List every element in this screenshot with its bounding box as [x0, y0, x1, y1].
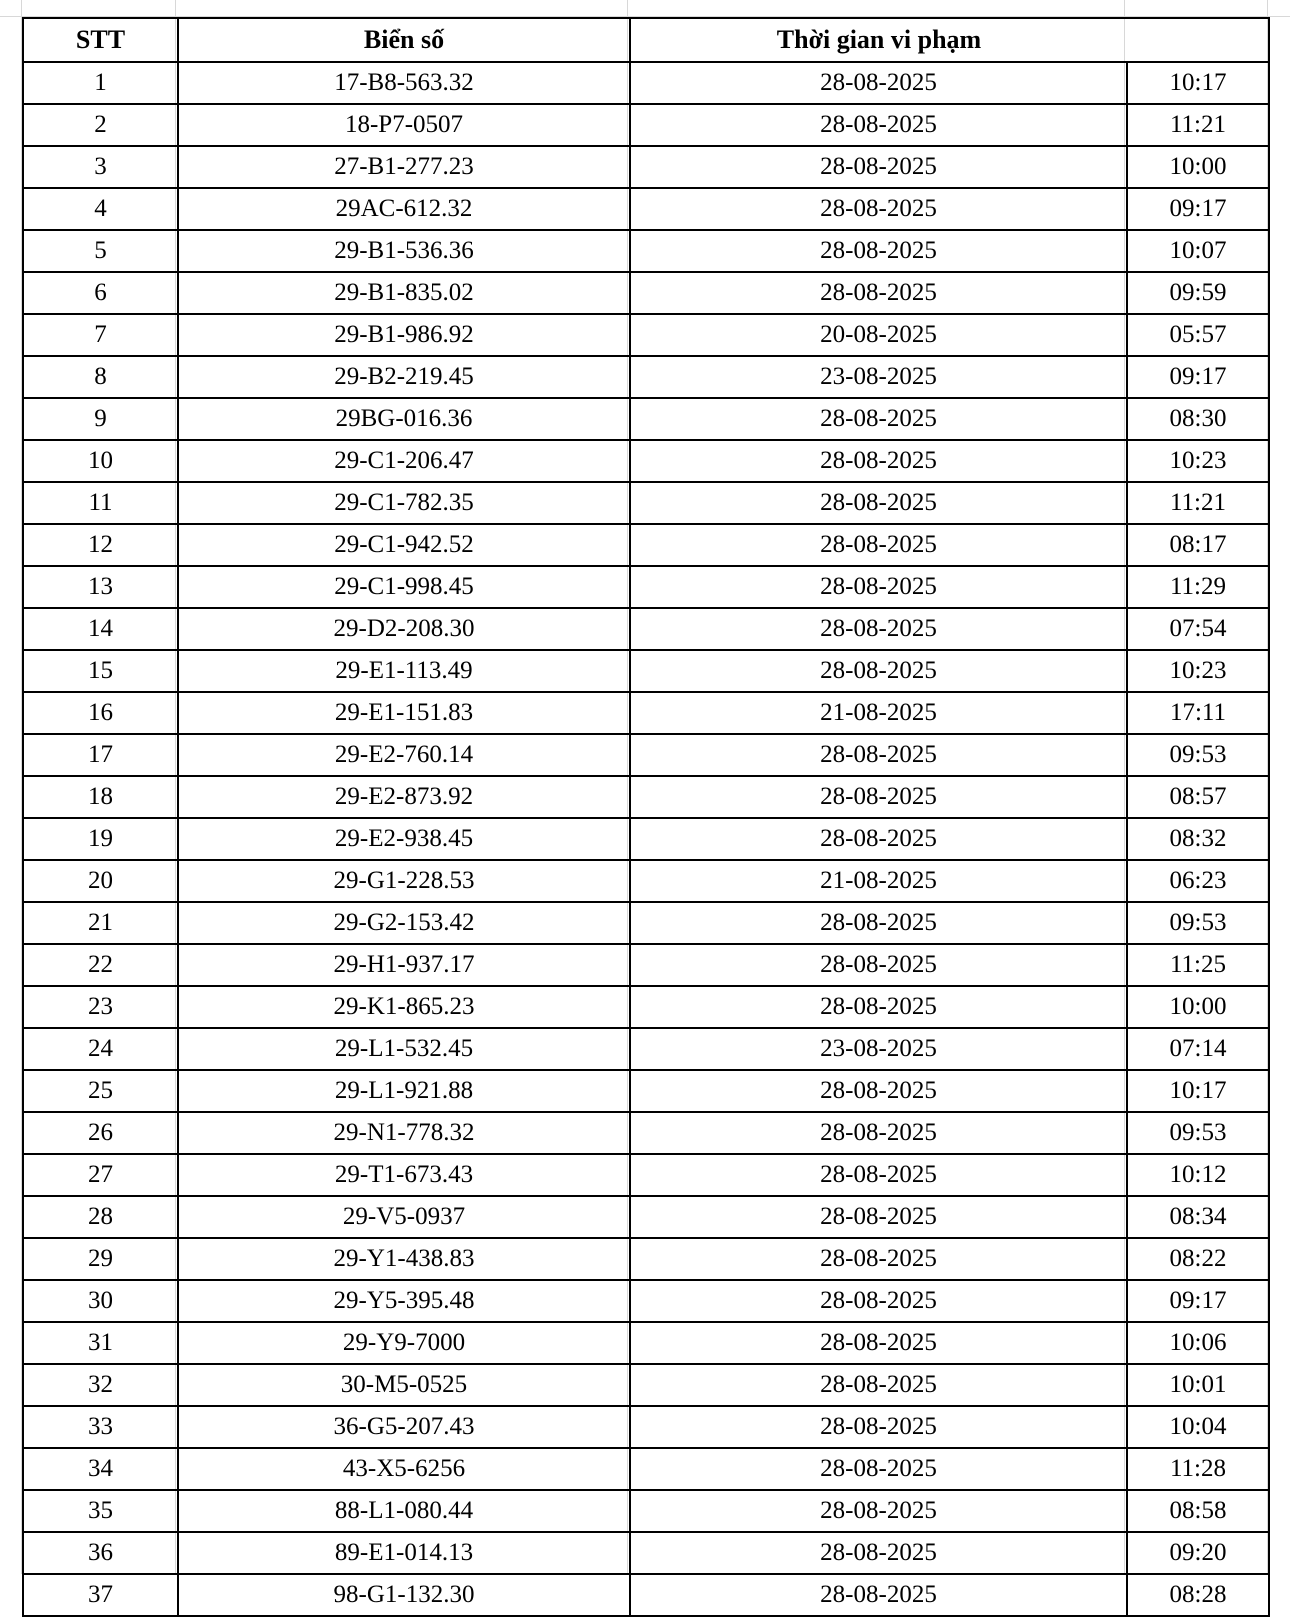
- cell-license-plate: 29-Y5-395.48: [178, 1280, 630, 1322]
- table-row: [23, 440, 1269, 482]
- cell-violation-time: 09:53: [1127, 1112, 1269, 1154]
- cell-license-plate: 29-E2-873.92: [178, 776, 630, 818]
- cell-violation-date: 28-08-2025: [630, 608, 1127, 650]
- cell-violation-date: 28-08-2025: [630, 1574, 1127, 1616]
- cell-violation-date: 28-08-2025: [630, 272, 1127, 314]
- cell-index: 14: [23, 608, 178, 650]
- table-row: [23, 608, 1269, 650]
- cell-index: 20: [23, 860, 178, 902]
- cell-license-plate: 29-Y9-7000: [178, 1322, 630, 1364]
- cell-license-plate: 29-B2-219.45: [178, 356, 630, 398]
- cell-violation-date: 28-08-2025: [630, 188, 1127, 230]
- cell-license-plate: 29-B1-835.02: [178, 272, 630, 314]
- cell-violation-time: 08:58: [1127, 1490, 1269, 1532]
- cell-violation-date: 28-08-2025: [630, 62, 1127, 104]
- cell-index: 11: [23, 482, 178, 524]
- cell-license-plate: 29-G1-228.53: [178, 860, 630, 902]
- table-header-row: [23, 18, 1269, 62]
- table-row: [23, 1154, 1269, 1196]
- cell-index: 34: [23, 1448, 178, 1490]
- cell-index: 18: [23, 776, 178, 818]
- cell-license-plate: 29-K1-865.23: [178, 986, 630, 1028]
- cell-violation-date: 28-08-2025: [630, 944, 1127, 986]
- cell-license-plate: 29-E1-151.83: [178, 692, 630, 734]
- cell-index: 16: [23, 692, 178, 734]
- column-header-violation-time-hour: [1127, 18, 1269, 62]
- cell-violation-time: 11:21: [1127, 104, 1269, 146]
- cell-license-plate: 29-G2-153.42: [178, 902, 630, 944]
- table-row: [23, 1028, 1269, 1070]
- table-row: [23, 1364, 1269, 1406]
- table-row: [23, 1280, 1269, 1322]
- table-row: [23, 188, 1269, 230]
- cell-violation-time: 05:57: [1127, 314, 1269, 356]
- cell-index: 37: [23, 1574, 178, 1616]
- cell-violation-date: 28-08-2025: [630, 1154, 1127, 1196]
- cell-index: 3: [23, 146, 178, 188]
- cell-violation-date: 28-08-2025: [630, 818, 1127, 860]
- cell-violation-time: 10:17: [1127, 1070, 1269, 1112]
- cell-violation-time: 07:14: [1127, 1028, 1269, 1070]
- cell-index: 8: [23, 356, 178, 398]
- cell-index: 13: [23, 566, 178, 608]
- table-row: [23, 314, 1269, 356]
- cell-violation-date: 28-08-2025: [630, 524, 1127, 566]
- cell-index: 36: [23, 1532, 178, 1574]
- cell-license-plate: 30-M5-0525: [178, 1364, 630, 1406]
- table-row: [23, 1532, 1269, 1574]
- table-row: [23, 986, 1269, 1028]
- cell-violation-time: 09:59: [1127, 272, 1269, 314]
- cell-violation-date: 23-08-2025: [630, 356, 1127, 398]
- table-row: [23, 1112, 1269, 1154]
- cell-license-plate: 29-T1-673.43: [178, 1154, 630, 1196]
- cell-violation-time: 08:34: [1127, 1196, 1269, 1238]
- cell-index: 29: [23, 1238, 178, 1280]
- cell-violation-date: 28-08-2025: [630, 482, 1127, 524]
- table-row: [23, 1448, 1269, 1490]
- table-row: [23, 398, 1269, 440]
- cell-license-plate: 29-E1-113.49: [178, 650, 630, 692]
- table-row: [23, 146, 1269, 188]
- cell-index: 33: [23, 1406, 178, 1448]
- cell-violation-date: 28-08-2025: [630, 1532, 1127, 1574]
- cell-violation-time: 10:07: [1127, 230, 1269, 272]
- table-row: [23, 482, 1269, 524]
- table-body: [23, 62, 1269, 1616]
- cell-license-plate: 29AC-612.32: [178, 188, 630, 230]
- cell-violation-time: 11:25: [1127, 944, 1269, 986]
- cell-violation-date: 28-08-2025: [630, 104, 1127, 146]
- cell-violation-date: 28-08-2025: [630, 902, 1127, 944]
- cell-license-plate: 29-D2-208.30: [178, 608, 630, 650]
- table-row: [23, 566, 1269, 608]
- cell-index: 31: [23, 1322, 178, 1364]
- cell-license-plate: 98-G1-132.30: [178, 1574, 630, 1616]
- cell-violation-date: 28-08-2025: [630, 1448, 1127, 1490]
- cell-violation-date: 21-08-2025: [630, 860, 1127, 902]
- cell-index: 19: [23, 818, 178, 860]
- table-row: [23, 860, 1269, 902]
- table-row: [23, 776, 1269, 818]
- cell-license-plate: 29-C1-942.52: [178, 524, 630, 566]
- cell-license-plate: 29-L1-921.88: [178, 1070, 630, 1112]
- cell-violation-date: 28-08-2025: [630, 1196, 1127, 1238]
- cell-violation-date: 28-08-2025: [630, 650, 1127, 692]
- cell-violation-date: 28-08-2025: [630, 566, 1127, 608]
- table-row: [23, 818, 1269, 860]
- table-row: [23, 944, 1269, 986]
- cell-index: 26: [23, 1112, 178, 1154]
- cell-license-plate: 29-E2-760.14: [178, 734, 630, 776]
- cell-violation-date: 28-08-2025: [630, 1364, 1127, 1406]
- cell-index: 15: [23, 650, 178, 692]
- cell-violation-date: 28-08-2025: [630, 1070, 1127, 1112]
- table-row: [23, 62, 1269, 104]
- cell-index: 4: [23, 188, 178, 230]
- cell-license-plate: 29-C1-206.47: [178, 440, 630, 482]
- cell-index: 9: [23, 398, 178, 440]
- table-row: [23, 902, 1269, 944]
- cell-license-plate: 29-B1-536.36: [178, 230, 630, 272]
- cell-index: 2: [23, 104, 178, 146]
- cell-license-plate: 89-E1-014.13: [178, 1532, 630, 1574]
- cell-violation-date: 28-08-2025: [630, 776, 1127, 818]
- cell-index: 27: [23, 1154, 178, 1196]
- cell-violation-time: 10:00: [1127, 146, 1269, 188]
- cell-index: 24: [23, 1028, 178, 1070]
- table-row: [23, 1322, 1269, 1364]
- cell-violation-date: 28-08-2025: [630, 1280, 1127, 1322]
- cell-violation-time: 09:20: [1127, 1532, 1269, 1574]
- cell-violation-time: 11:29: [1127, 566, 1269, 608]
- cell-violation-time: 08:32: [1127, 818, 1269, 860]
- cell-violation-time: 09:17: [1127, 356, 1269, 398]
- cell-violation-date: 28-08-2025: [630, 1112, 1127, 1154]
- cell-violation-time: 10:01: [1127, 1364, 1269, 1406]
- cell-index: 22: [23, 944, 178, 986]
- cell-violation-time: 08:57: [1127, 776, 1269, 818]
- cell-index: 10: [23, 440, 178, 482]
- cell-violation-date: 28-08-2025: [630, 230, 1127, 272]
- cell-index: 23: [23, 986, 178, 1028]
- table-row: [23, 1196, 1269, 1238]
- cell-violation-time: 08:30: [1127, 398, 1269, 440]
- cell-license-plate: 29-L1-532.45: [178, 1028, 630, 1070]
- cell-index: 35: [23, 1490, 178, 1532]
- table-header: [23, 18, 1269, 62]
- cell-violation-time: 09:53: [1127, 734, 1269, 776]
- table-row: [23, 650, 1269, 692]
- table-row: [23, 1574, 1269, 1616]
- table-row: [23, 104, 1269, 146]
- cell-violation-time: 10:06: [1127, 1322, 1269, 1364]
- cell-violation-time: 11:21: [1127, 482, 1269, 524]
- cell-violation-date: 28-08-2025: [630, 398, 1127, 440]
- table-row: [23, 1490, 1269, 1532]
- cell-index: 7: [23, 314, 178, 356]
- cell-index: 30: [23, 1280, 178, 1322]
- cell-violation-date: 28-08-2025: [630, 734, 1127, 776]
- cell-violation-time: 08:28: [1127, 1574, 1269, 1616]
- cell-violation-date: 28-08-2025: [630, 986, 1127, 1028]
- cell-index: 21: [23, 902, 178, 944]
- cell-violation-date: 28-08-2025: [630, 440, 1127, 482]
- table-row: [23, 1070, 1269, 1112]
- cell-violation-time: 09:17: [1127, 1280, 1269, 1322]
- cell-license-plate: 36-G5-207.43: [178, 1406, 630, 1448]
- cell-license-plate: 29-V5-0937: [178, 1196, 630, 1238]
- cell-index: 12: [23, 524, 178, 566]
- cell-license-plate: 29-C1-998.45: [178, 566, 630, 608]
- cell-license-plate: 18-P7-0507: [178, 104, 630, 146]
- cell-violation-time: 10:12: [1127, 1154, 1269, 1196]
- cell-violation-time: 09:53: [1127, 902, 1269, 944]
- table-row: [23, 692, 1269, 734]
- cell-license-plate: 29-Y1-438.83: [178, 1238, 630, 1280]
- cell-violation-time: 10:17: [1127, 62, 1269, 104]
- cell-license-plate: 17-B8-563.32: [178, 62, 630, 104]
- cell-index: 17: [23, 734, 178, 776]
- table-row: [23, 272, 1269, 314]
- cell-violation-date: 21-08-2025: [630, 692, 1127, 734]
- cell-index: 25: [23, 1070, 178, 1112]
- table-row: [23, 1406, 1269, 1448]
- cell-violation-time: 08:22: [1127, 1238, 1269, 1280]
- cell-index: 6: [23, 272, 178, 314]
- cell-license-plate: 29-E2-938.45: [178, 818, 630, 860]
- cell-violation-time: 10:04: [1127, 1406, 1269, 1448]
- cell-violation-time: 10:23: [1127, 650, 1269, 692]
- violations-table: [22, 17, 1270, 1617]
- cell-license-plate: 43-X5-6256: [178, 1448, 630, 1490]
- table-row: [23, 524, 1269, 566]
- cell-license-plate: 27-B1-277.23: [178, 146, 630, 188]
- cell-license-plate: 29BG-016.36: [178, 398, 630, 440]
- cell-violation-time: 11:28: [1127, 1448, 1269, 1490]
- cell-violation-date: 28-08-2025: [630, 1490, 1127, 1532]
- cell-violation-date: 23-08-2025: [630, 1028, 1127, 1070]
- cell-license-plate: 29-C1-782.35: [178, 482, 630, 524]
- cell-violation-date: 28-08-2025: [630, 146, 1127, 188]
- cell-violation-time: 07:54: [1127, 608, 1269, 650]
- cell-violation-time: 08:17: [1127, 524, 1269, 566]
- cell-violation-date: 28-08-2025: [630, 1238, 1127, 1280]
- column-header-plate: Biển số: [178, 18, 630, 62]
- table-row: [23, 1238, 1269, 1280]
- cell-violation-date: 28-08-2025: [630, 1406, 1127, 1448]
- table-row: [23, 230, 1269, 272]
- cell-license-plate: 29-B1-986.92: [178, 314, 630, 356]
- cell-violation-date: 20-08-2025: [630, 314, 1127, 356]
- column-header-violation-time: Thời gian vi phạm: [630, 18, 1127, 62]
- cell-license-plate: 29-N1-778.32: [178, 1112, 630, 1154]
- cell-license-plate: 29-H1-937.17: [178, 944, 630, 986]
- table-row: [23, 734, 1269, 776]
- cell-violation-time: 06:23: [1127, 860, 1269, 902]
- cell-violation-date: 28-08-2025: [630, 1322, 1127, 1364]
- cell-violation-time: 17:11: [1127, 692, 1269, 734]
- cell-index: 5: [23, 230, 178, 272]
- table-row: [23, 356, 1269, 398]
- cell-license-plate: 88-L1-080.44: [178, 1490, 630, 1532]
- cell-violation-time: 10:00: [1127, 986, 1269, 1028]
- cell-violation-time: 09:17: [1127, 188, 1269, 230]
- cell-index: 1: [23, 62, 178, 104]
- column-header-stt: STT: [23, 18, 178, 62]
- cell-index: 28: [23, 1196, 178, 1238]
- cell-violation-time: 10:23: [1127, 440, 1269, 482]
- cell-index: 32: [23, 1364, 178, 1406]
